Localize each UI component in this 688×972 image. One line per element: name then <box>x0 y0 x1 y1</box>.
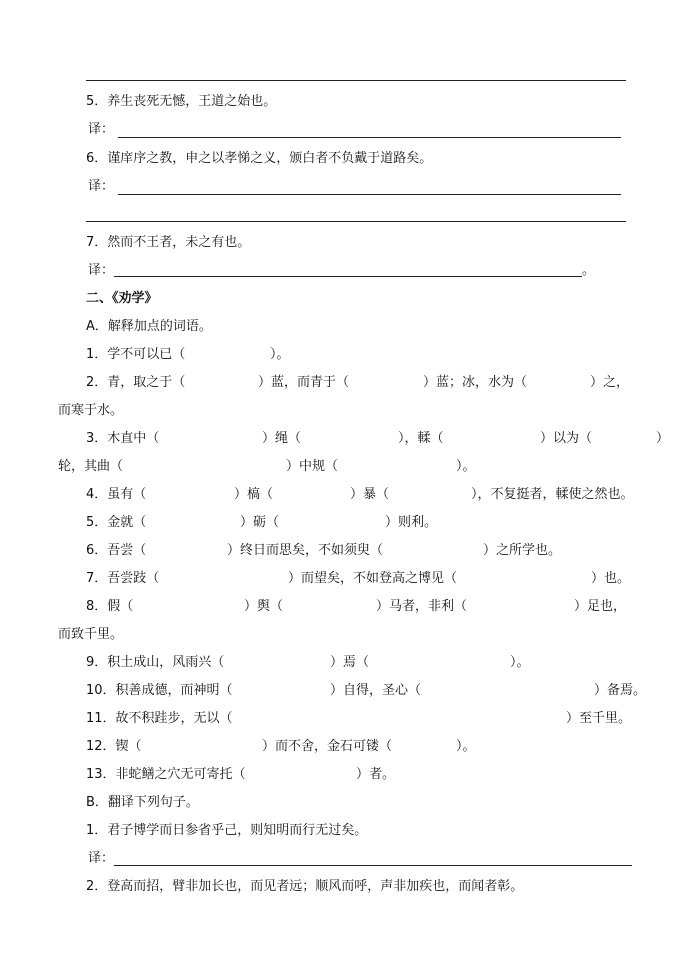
translate-label: 译： <box>88 122 115 137</box>
b-item-2: 2．登高而招，臂非加长也，而见者远；顺风而呼，声非加疾也，而闻者彰。 <box>86 879 524 894</box>
a-item-11-text: ）至千里。 <box>566 711 632 726</box>
a-item-3-cont: ）。 <box>456 459 476 474</box>
a-item-8-text: ）马者，非利（ <box>376 599 468 614</box>
a-item-4-text: ），不复挺者，輮使之然也。 <box>471 487 634 502</box>
a-item-3-cont: ）中规（ <box>286 459 339 474</box>
a-item-4-text: ）槁（ <box>234 487 274 502</box>
a-item-7-text: 7．吾尝跂（ <box>86 571 160 586</box>
a-item-6-text: ）之所学也。 <box>483 543 562 558</box>
a-item-10-text: 10．积善成德，而神明（ <box>86 683 233 698</box>
a-item-8-cont: 而致千里。 <box>58 627 124 642</box>
a-item-12-text: 12．锲（ <box>86 739 142 754</box>
a-item-5-text: ）砺（ <box>240 515 280 530</box>
a-item-10-text: ）自得，圣心（ <box>330 683 422 698</box>
a-item-10-text: ）备焉。 <box>594 683 647 698</box>
section-heading: 二、《劝学》 <box>86 291 158 306</box>
answer-line[interactable] <box>86 80 626 81</box>
a-item-8-text: ）足也， <box>574 599 627 614</box>
question-5: 5．养生丧死无憾，王道之始也。 <box>86 94 277 109</box>
a-item-2-cont: 而寒于水。 <box>58 403 124 418</box>
b-item-1: 1．君子博学而日参省乎己，则知明而行无过矣。 <box>86 823 368 838</box>
a-item-1-text: 1．学不可以已（ <box>86 347 186 362</box>
a-item-3-text: 3．木直中（ <box>86 431 160 446</box>
answer-line[interactable] <box>114 865 632 866</box>
a-item-8-text: 8．假（ <box>86 599 134 614</box>
a-item-5-text: 5．金就（ <box>86 515 147 530</box>
a-item-8-text: ）舆（ <box>244 599 284 614</box>
answer-line[interactable] <box>114 276 582 277</box>
a-item-6-text: ）终日而思矣，不如须臾（ <box>227 543 384 558</box>
a-item-3-text: ）以为（ <box>540 431 593 446</box>
a-item-7-text: ）而望矣，不如登高之博见（ <box>288 571 458 586</box>
answer-line[interactable] <box>86 221 626 222</box>
a-item-2-text: 2．青，取之于（ <box>86 375 186 390</box>
a-item-13-text: 13．非蛇鳝之穴无可寄托（ <box>86 767 246 782</box>
translate-label: 译： <box>88 179 115 194</box>
a-item-9-text: 9．积土成山，风雨兴（ <box>86 655 225 670</box>
question-6: 6．谨庠序之教，申之以孝悌之义，颁白者不负戴于道路矣。 <box>86 151 433 166</box>
answer-line[interactable] <box>118 137 621 138</box>
a-item-9-text: ）。 <box>510 655 530 670</box>
a-item-6-text: 6．吾尝（ <box>86 543 147 558</box>
a-item-11-text: 11．故不积跬步，无以（ <box>86 711 233 726</box>
a-item-2-text: ）之， <box>590 375 630 390</box>
a-item-3-text: ），輮（ <box>398 431 444 446</box>
a-item-3-text: ） <box>656 431 670 446</box>
section-b-title: B．翻译下列句子。 <box>86 795 199 810</box>
a-item-3-cont: 轮，其曲（ <box>58 459 124 474</box>
a-item-4-text: 4．虽有（ <box>86 487 147 502</box>
a-item-2-text: ）蓝；冰，水为（ <box>423 375 528 390</box>
period: 。 <box>582 263 596 278</box>
section-a-title: A．解释加点的词语。 <box>86 319 212 334</box>
a-item-12-text: ）。 <box>456 739 476 754</box>
a-item-9-text: ）焉（ <box>330 655 370 670</box>
a-item-5-text: ）则利。 <box>385 515 438 530</box>
a-item-12-text: ）而不舍，金石可镂（ <box>262 739 393 754</box>
translate-label: 译： <box>88 263 115 278</box>
answer-line[interactable] <box>118 194 621 195</box>
a-item-7-text: ）也。 <box>591 571 631 586</box>
a-item-3-text: ）绳（ <box>262 431 302 446</box>
a-item-1-text: ）。 <box>270 347 290 362</box>
a-item-4-text: ）暴（ <box>350 487 390 502</box>
translate-label: 译： <box>88 851 115 866</box>
a-item-13-text: ）者。 <box>356 767 396 782</box>
a-item-2-text: ）蓝，而青于（ <box>258 375 350 390</box>
question-7: 7．然而不王者，未之有也。 <box>86 235 251 250</box>
